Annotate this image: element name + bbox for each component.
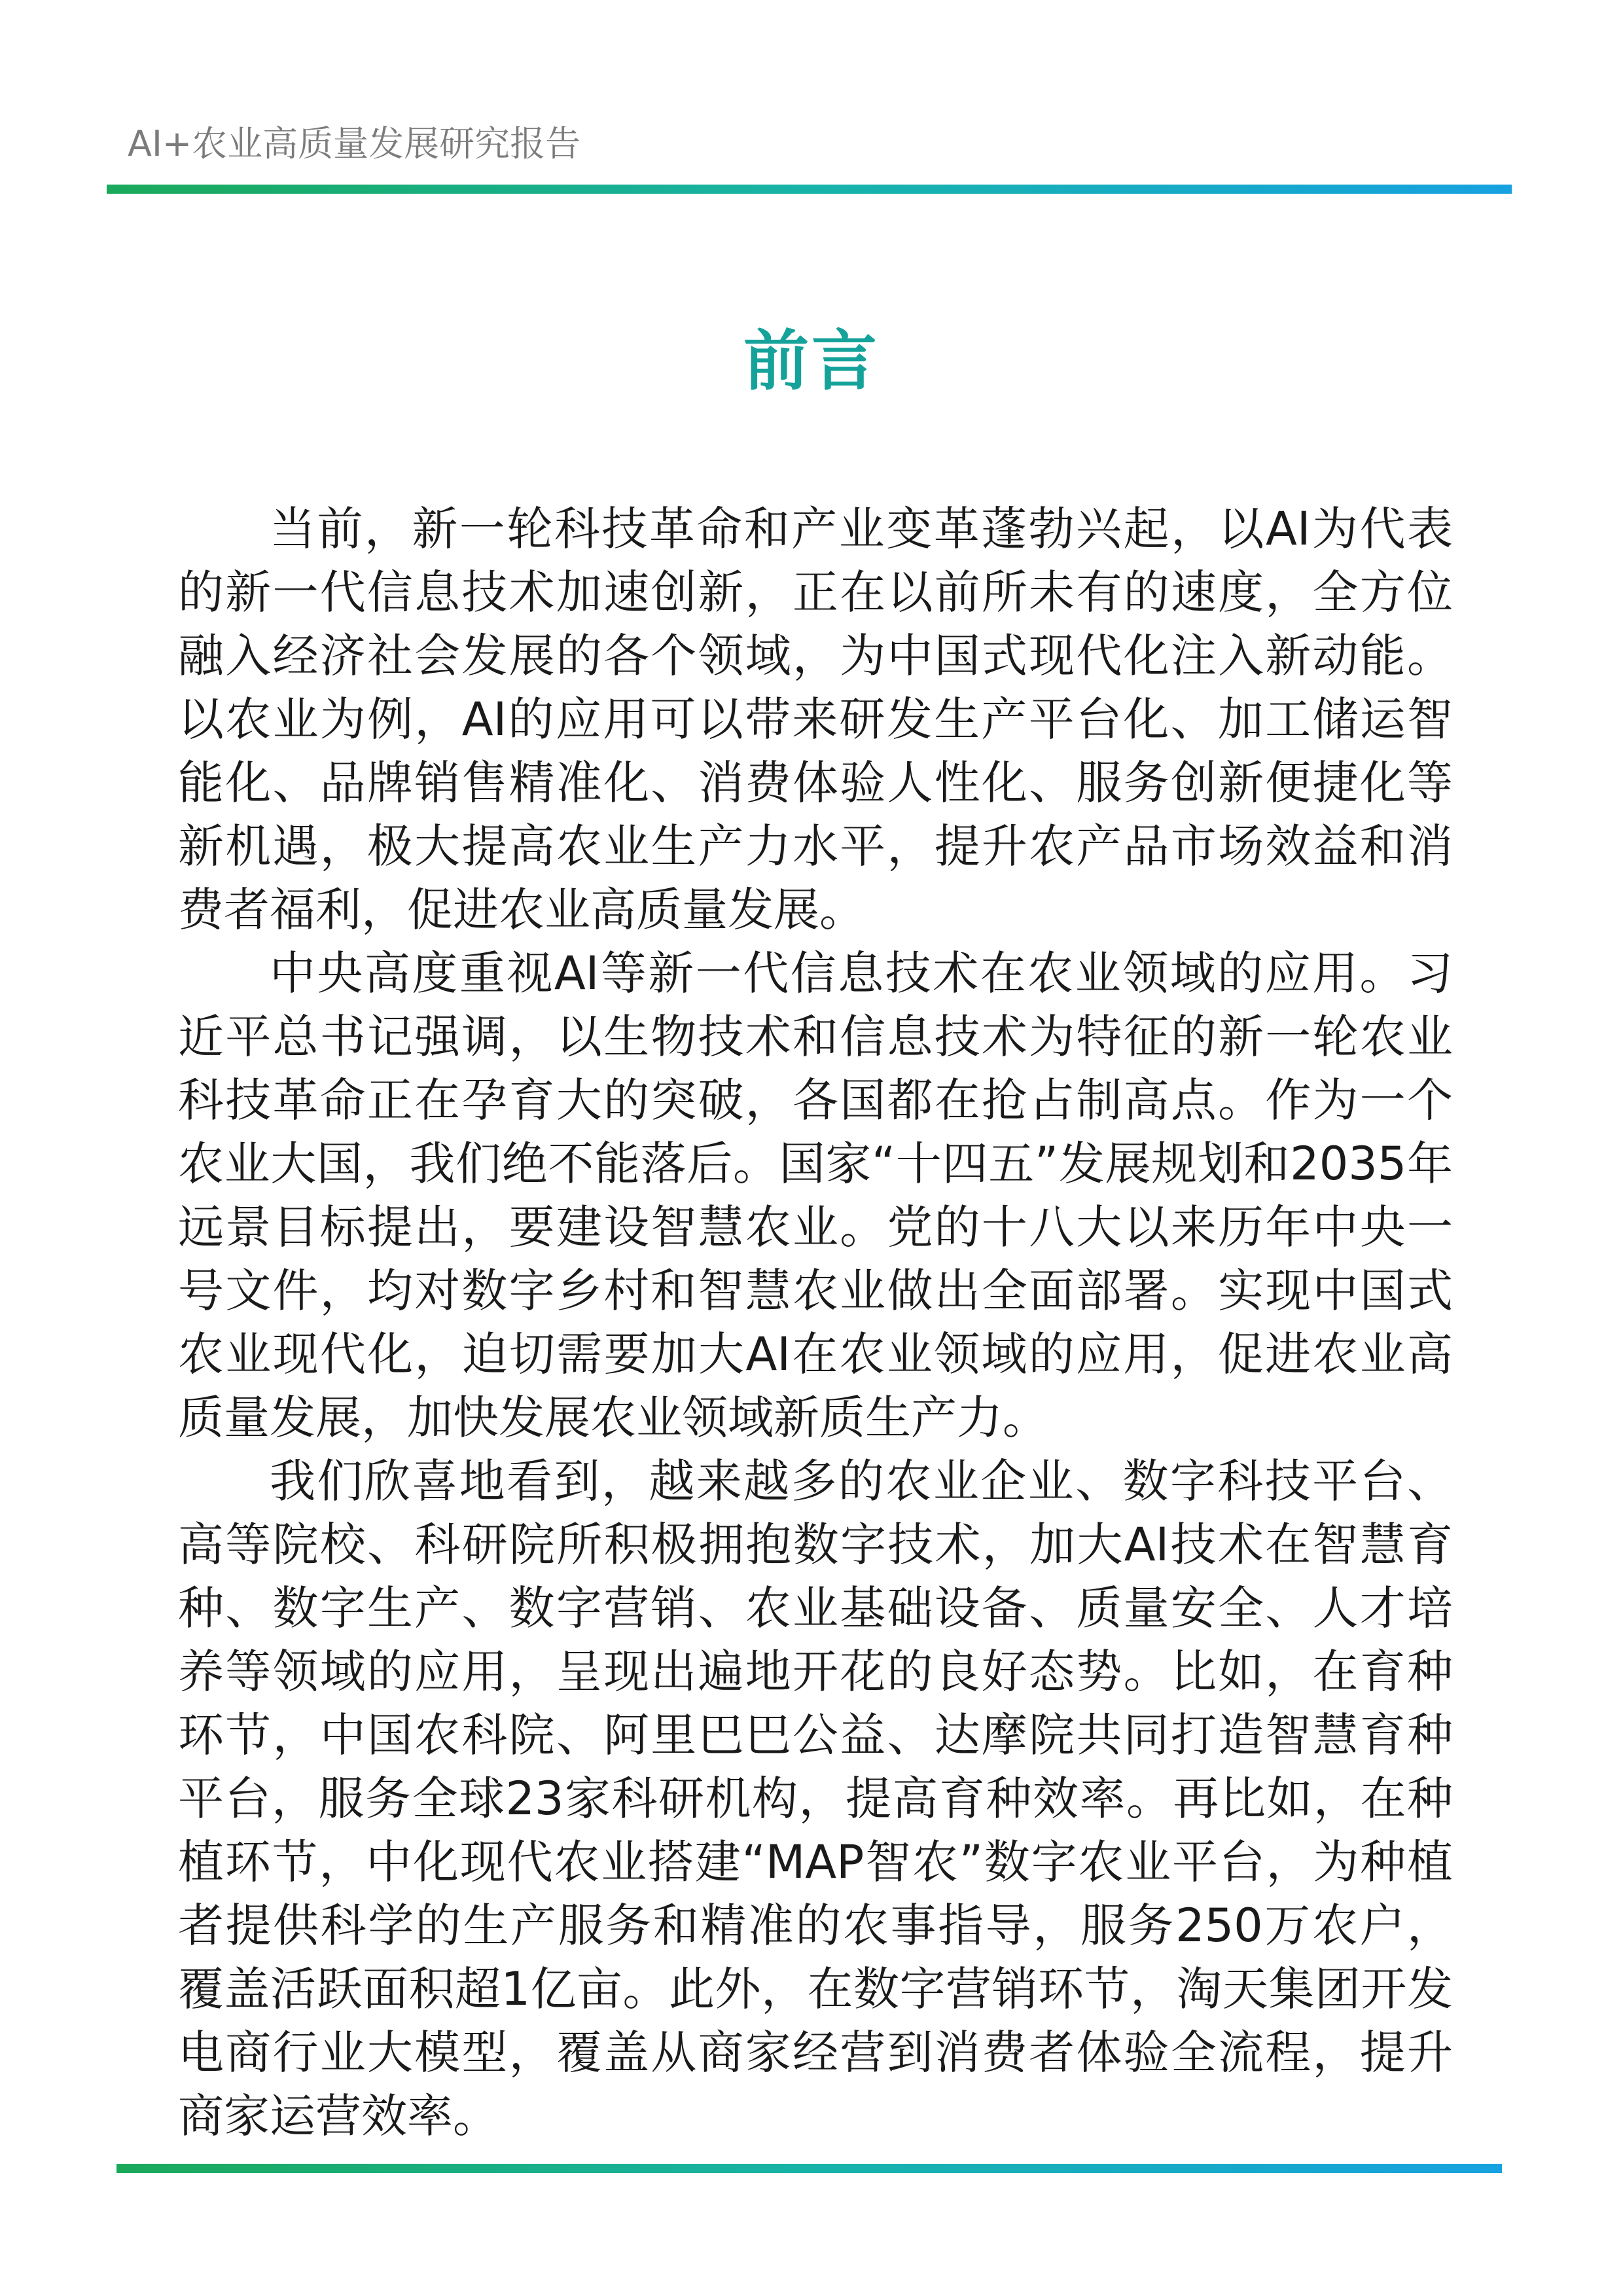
page-title: 前言 xyxy=(743,323,880,399)
header-divider xyxy=(107,185,1512,194)
paragraph-3: 我们欣喜地看到，越来越多的农业企业、数字科技平台、高等院校、科研院所积极拥抱数字技术，加大AI技术在智慧育种、数字生产、数字营销、农业基础设备、质量安全、人才培养等领域的应用，呈现出遍地开花的良好态势。比如，在育种环节，中国农科院、阿里巴巴公益、达摩院共同打造智慧育种平台，服务全球23家科研机构，提高育种效率。再比如，在种植环节，中化现代农业搭建“MAP智农”数字农业平台，为种植者提供科学的生产服务和精准的农事指导，服务250万农户，覆盖活跃面积超1亿亩。此外，在数字营销环节，淘天集团开发电商行业大模型，覆盖从商家经营到消费者体验全流程，提升商家运营效率。 xyxy=(178,1454,1453,2143)
paragraph-1: 当前，新一轮科技革命和产业变革蓬勃兴起，以AI为代表的新一代信息技术加速创新，正在以前所未有的速度，全方位融入经济社会发展的各个领域，为中国式现代化注入新动能。以农业为例，AI的应用可以带来研发生产平台化、加工储运智能化、品牌销售精准化、消费体验人性化、服务创新便捷化等新机遇，极大提高农业生产力水平，提升农产品市场效益和消费者福利，促进农业高质量发展。 xyxy=(178,502,1453,937)
paragraph-2: 中央高度重视AI等新一代信息技术在农业领域的应用。习近平总书记强调，以生物技术和信息技术为特征的新一轮农业科技革命正在孕育大的突破，各国都在抢占制高点。作为一个农业大国，我们绝不能落后。国家“十四五”发展规划和2035年远景目标提出，要建设智慧农业。党的十八大以来历年中央一号文件，均对数字乡村和智慧农业做出全面部署。实现中国式农业现代化，迫切需要加大AI在农业领域的应用，促进农业高质量发展，加快发展农业领域新质生产力。 xyxy=(178,946,1453,1444)
report-header-title: AI+农业高质量发展研究报告 xyxy=(128,123,581,164)
preface-body xyxy=(178,497,1453,2148)
footer-divider xyxy=(116,2164,1502,2173)
